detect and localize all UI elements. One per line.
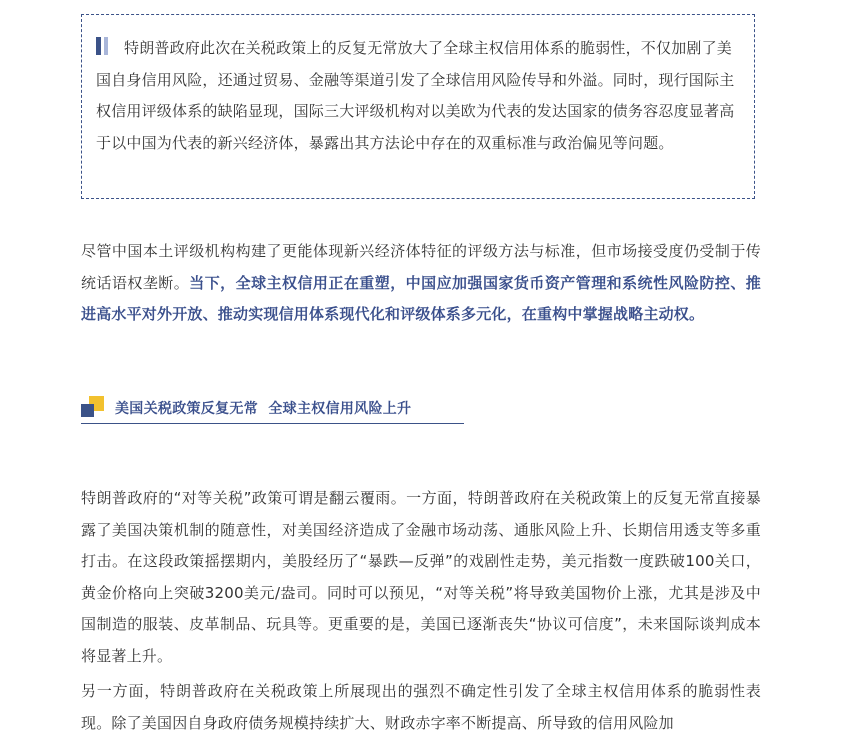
- section-heading: [81, 394, 464, 424]
- paragraph-2: 特朗普政府的“对等关税”政策可谓是翻云覆雨。一方面，特朗普政府在关税政策上的反复无常直接暴露了美国决策机制的随意性，对美国经济造成了金融市场动荡、通胀风险上升、长期信用透支等多重打击。在这段政策摇摆期内，美股经历了“暴跌—反弹”的戏剧性走势，美元指数一度跌破100关口，黄金价格向上突破3200美元/盎司。同时可以预见，“对等关税”将导致美国物价上涨，尤其是涉及中国制造的服装、皮革制品、玩具等。更重要的是，美国已逐渐丧失“协议可信度”，未来国际谈判成本将显著上升。: [81, 489, 761, 665]
- summary-box: [81, 14, 755, 199]
- paragraph-1-highlight: 当下，全球主权信用正在重塑，中国应加强国家货币资产管理和系统性风险防控、推进高水平对外开放、推动实现信用体系现代化和评级体系多元化，在重构中掌握战略主动权。: [81, 273, 762, 323]
- paragraph-1: [81, 236, 761, 331]
- paragraph-3: 另一方面，特朗普政府在关税政策上所展现出的强烈不确定性引发了全球主权信用体系的脆弱性表现。除了美国因自身政府债务规模持续扩大、财政赤字率不断提高、所导致的信用风险加: [81, 682, 761, 732]
- square-blocks-icon: [81, 396, 105, 418]
- summary-text: 特朗普政府此次在关税政策上的反复无常放大了全球主权信用体系的脆弱性，不仅加剧了美国自身信用风险，还通过贸易、金融等渠道引发了全球信用风险传导和外溢。同时，现行国际主权信用评级体系的缺陷显现，国际三大评级机构对以美欧为代表的发达国家的债务容忍度显著高于以中国为代表的新兴经济体，暴露出其方法论中存在的双重标准与政治偏见等问题。: [96, 39, 735, 152]
- paragraph-1-plain: 尽管中国本土评级机构构建了更能体现新兴经济体特征的评级方法与标准，但市场接受度仍受制于传统话语权垄断。: [81, 242, 761, 292]
- section-heading-text: 美国关税政策反复无常 全球主权信用风险上升: [115, 401, 412, 417]
